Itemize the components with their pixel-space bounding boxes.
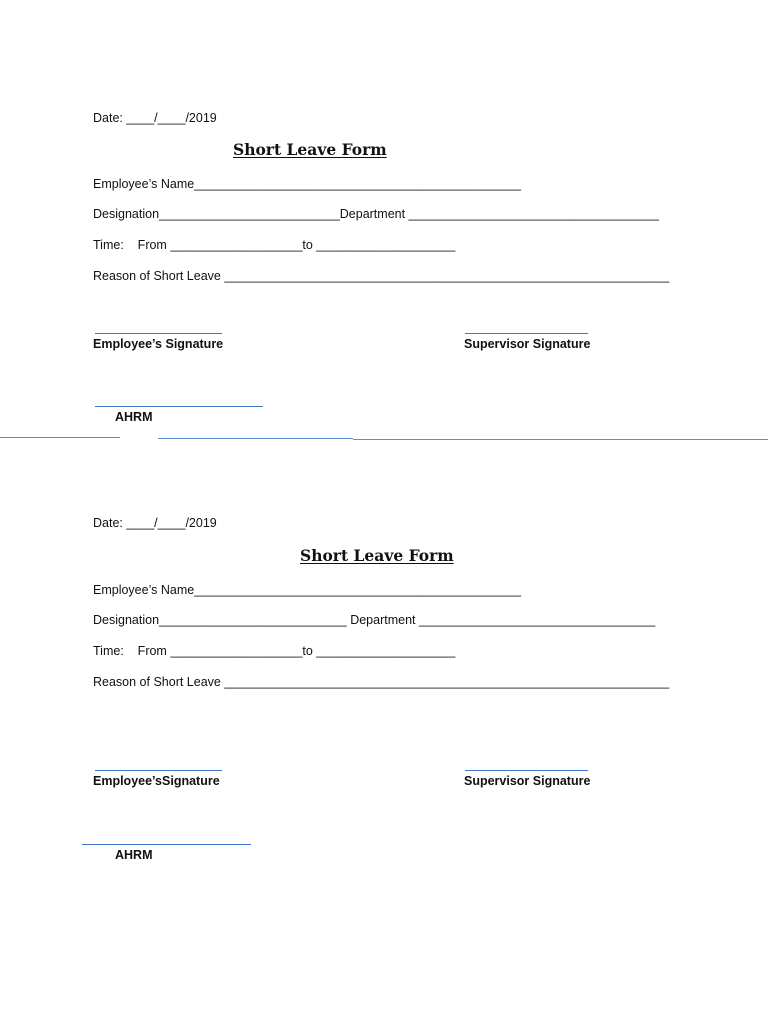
- supervisor-signature-label: Supervisor Signature: [464, 774, 591, 788]
- reason-field: Reason of Short Leave ________________________________________________________________: [93, 269, 670, 283]
- time-field: Time: From ___________________to ____________________: [93, 238, 456, 252]
- employee-name-field: Employee’s Name_______________________________________________: [93, 583, 521, 597]
- employee-signature-label: Employee’sSignature: [93, 774, 220, 788]
- cut-line-segment: [0, 437, 120, 438]
- supervisor-signature-line: [465, 333, 588, 334]
- ahrm-signature-line: [82, 844, 251, 845]
- cut-line-segment: [353, 439, 623, 440]
- designation-department-field: Designation___________________________ Department __________________________________: [93, 613, 656, 627]
- time-field: Time: From ___________________to ____________________: [93, 644, 456, 658]
- date-field: Date: ____/____/2019: [93, 516, 217, 530]
- employee-signature-label: Employee’s Signature: [93, 337, 224, 351]
- employee-name-field: Employee’s Name_______________________________________________: [93, 177, 521, 191]
- cut-line-segment: [623, 439, 768, 440]
- ahrm-signature-line: [95, 406, 263, 407]
- ahrm-label: AHRM: [115, 848, 153, 862]
- designation-department-field: Designation__________________________Department ____________________________________: [93, 207, 659, 221]
- date-field: Date: ____/____/2019: [93, 111, 217, 125]
- supervisor-signature-line: [465, 770, 588, 771]
- cut-line-segment: [158, 438, 353, 439]
- reason-field: Reason of Short Leave ________________________________________________________________: [93, 675, 670, 689]
- form-title: Short Leave Form: [233, 140, 387, 159]
- ahrm-label: AHRM: [115, 410, 153, 424]
- employee-signature-line: [95, 333, 222, 334]
- form-title: Short Leave Form: [300, 546, 454, 565]
- employee-signature-line: [95, 770, 222, 771]
- supervisor-signature-label: Supervisor Signature: [464, 337, 591, 351]
